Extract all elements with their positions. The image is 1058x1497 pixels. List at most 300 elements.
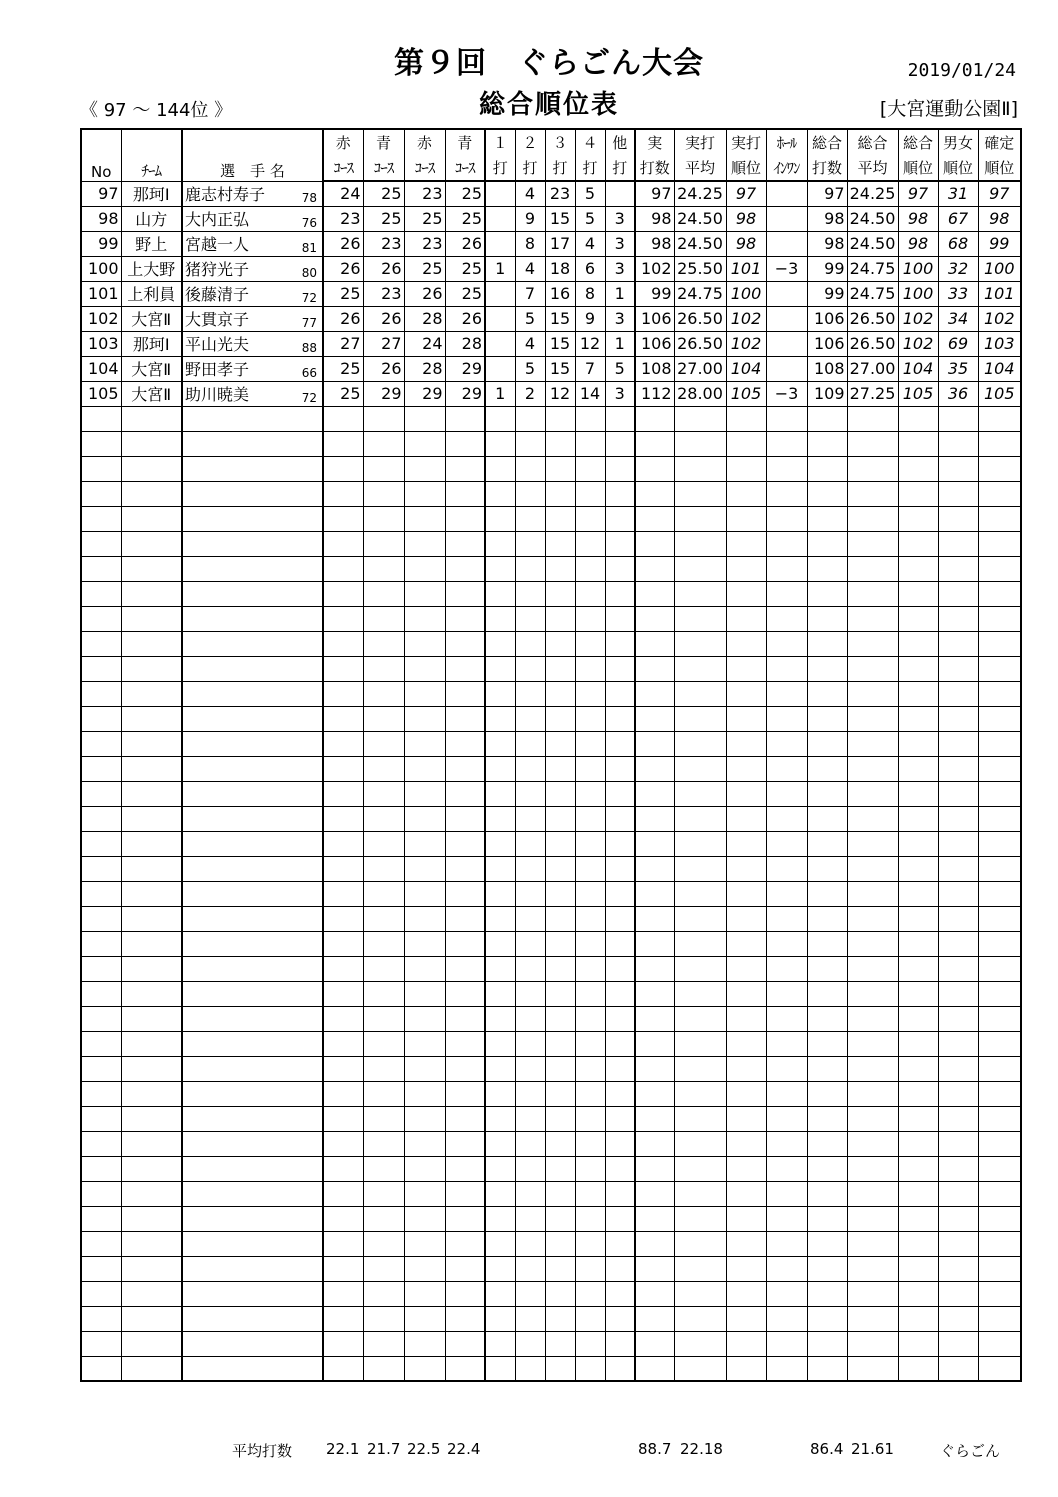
cell-stroke-3 — [545, 606, 575, 631]
cell-total-avg — [847, 681, 898, 706]
cell-stroke-2 — [515, 456, 545, 481]
cell-actual-rank — [726, 931, 766, 956]
cell-actual-rank — [726, 731, 766, 756]
footer-avg-total-avg: 21.61 — [851, 1440, 894, 1458]
cell-final-rank — [978, 981, 1021, 1006]
cell-stroke-2 — [515, 781, 545, 806]
cell-total-avg — [847, 1206, 898, 1231]
cell-course-1 — [323, 456, 363, 481]
cell-actual: 102 — [635, 256, 674, 281]
cell-gender-rank — [938, 1031, 978, 1056]
cell-total — [807, 1281, 847, 1306]
cell-team — [121, 1256, 182, 1281]
cell-stroke-3: 18 — [545, 256, 575, 281]
cell-final-rank: 101 — [978, 281, 1021, 306]
cell-no — [81, 881, 121, 906]
cell-actual-rank — [726, 1331, 766, 1356]
cell-no — [81, 1206, 121, 1231]
cell-course-3 — [404, 1306, 445, 1331]
cell-stroke-4 — [575, 1356, 605, 1381]
cell-team: 上利員 — [121, 281, 182, 306]
cell-total: 108 — [807, 356, 847, 381]
cell-actual — [635, 806, 674, 831]
cell-hole-in-one — [766, 1331, 807, 1356]
cell-course-2 — [363, 431, 404, 456]
cell-course-3 — [404, 681, 445, 706]
cell-course-4: 29 — [445, 356, 485, 381]
cell-course-3 — [404, 531, 445, 556]
cell-total-rank — [898, 531, 938, 556]
cell-final-rank: 100 — [978, 256, 1021, 281]
cell-actual-avg — [674, 1156, 726, 1181]
cell-team — [121, 806, 182, 831]
cell-total — [807, 681, 847, 706]
cell-stroke-1 — [485, 756, 515, 781]
cell-course-4 — [445, 531, 485, 556]
cell-actual — [635, 406, 674, 431]
cell-course-1: 25 — [323, 281, 363, 306]
cell-actual — [635, 1206, 674, 1231]
cell-course-1 — [323, 806, 363, 831]
cell-stroke-other — [605, 1231, 635, 1256]
cell-total-avg — [847, 1131, 898, 1156]
cell-stroke-3 — [545, 1256, 575, 1281]
cell-name — [182, 1156, 323, 1181]
cell-name — [182, 806, 323, 831]
table-row — [81, 606, 1021, 631]
cell-total — [807, 1181, 847, 1206]
cell-gender-rank — [938, 756, 978, 781]
cell-hole-in-one — [766, 656, 807, 681]
cell-name — [182, 656, 323, 681]
cell-stroke-1 — [485, 681, 515, 706]
cell-stroke-4 — [575, 1031, 605, 1056]
cell-actual-rank — [726, 981, 766, 1006]
cell-course-3 — [404, 1356, 445, 1381]
cell-stroke-4 — [575, 906, 605, 931]
cell-actual-avg: 24.25 — [674, 181, 726, 206]
table-row — [81, 631, 1021, 656]
cell-stroke-4 — [575, 531, 605, 556]
cell-stroke-2 — [515, 1306, 545, 1331]
cell-actual-rank — [726, 1256, 766, 1281]
header-stroke-4: ４ — [575, 129, 605, 155]
cell-course-3 — [404, 656, 445, 681]
cell-actual — [635, 1106, 674, 1131]
cell-total — [807, 456, 847, 481]
cell-course-4 — [445, 1281, 485, 1306]
cell-team — [121, 406, 182, 431]
cell-name — [182, 456, 323, 481]
cell-course-3 — [404, 906, 445, 931]
cell-total — [807, 731, 847, 756]
cell-stroke-3 — [545, 931, 575, 956]
cell-total-rank: 104 — [898, 356, 938, 381]
cell-gender-rank — [938, 456, 978, 481]
cell-gender-rank — [938, 1206, 978, 1231]
cell-actual — [635, 431, 674, 456]
cell-total-rank — [898, 431, 938, 456]
cell-total — [807, 856, 847, 881]
cell-stroke-3: 15 — [545, 356, 575, 381]
cell-total — [807, 1231, 847, 1256]
cell-course-4 — [445, 856, 485, 881]
cell-course-1 — [323, 1006, 363, 1031]
cell-stroke-2 — [515, 431, 545, 456]
cell-course-4 — [445, 631, 485, 656]
cell-stroke-1 — [485, 731, 515, 756]
cell-stroke-4 — [575, 856, 605, 881]
cell-stroke-4 — [575, 656, 605, 681]
cell-stroke-1 — [485, 331, 515, 356]
cell-stroke-3 — [545, 1006, 575, 1031]
cell-actual — [635, 1356, 674, 1381]
cell-course-1 — [323, 406, 363, 431]
header-gender-rank: 男女 — [938, 129, 978, 155]
cell-course-1 — [323, 1081, 363, 1106]
cell-course-2 — [363, 1281, 404, 1306]
cell-total-rank — [898, 1206, 938, 1231]
cell-gender-rank — [938, 931, 978, 956]
cell-stroke-2: 5 — [515, 356, 545, 381]
table-row — [81, 1231, 1021, 1256]
cell-total-rank — [898, 1006, 938, 1031]
cell-no: 99 — [81, 231, 121, 256]
cell-stroke-4 — [575, 1231, 605, 1256]
player-age: 76 — [301, 215, 317, 230]
cell-actual-rank — [726, 556, 766, 581]
cell-stroke-1 — [485, 831, 515, 856]
cell-name — [182, 356, 323, 381]
cell-course-1 — [323, 1206, 363, 1231]
cell-actual — [635, 1231, 674, 1256]
cell-actual-avg — [674, 906, 726, 931]
cell-actual-avg — [674, 856, 726, 881]
cell-stroke-1 — [485, 581, 515, 606]
cell-gender-rank — [938, 606, 978, 631]
cell-actual-rank — [726, 1031, 766, 1056]
cell-no: 104 — [81, 356, 121, 381]
cell-course-1 — [323, 681, 363, 706]
cell-course-1: 25 — [323, 381, 363, 406]
cell-actual — [635, 556, 674, 581]
cell-no — [81, 981, 121, 1006]
cell-course-1: 23 — [323, 206, 363, 231]
player-name: 助川暁美 — [185, 385, 250, 404]
cell-stroke-2 — [515, 1081, 545, 1106]
cell-course-1 — [323, 1231, 363, 1256]
cell-final-rank — [978, 731, 1021, 756]
cell-total-rank — [898, 731, 938, 756]
table-row — [81, 581, 1021, 606]
cell-total-avg — [847, 1331, 898, 1356]
cell-course-1 — [323, 956, 363, 981]
table-row — [81, 556, 1021, 581]
cell-stroke-other — [605, 1106, 635, 1131]
venue-label: [大宮運動公園Ⅱ] — [879, 98, 1018, 120]
cell-name — [182, 1206, 323, 1231]
cell-actual-avg — [674, 1106, 726, 1131]
cell-stroke-other — [605, 481, 635, 506]
cell-total — [807, 756, 847, 781]
rank-range: 《 97 ～ 144位 》 — [80, 100, 233, 121]
cell-stroke-4 — [575, 606, 605, 631]
cell-final-rank — [978, 881, 1021, 906]
cell-total — [807, 606, 847, 631]
cell-stroke-1 — [485, 1281, 515, 1306]
cell-no — [81, 481, 121, 506]
table-row — [81, 831, 1021, 856]
cell-hole-in-one — [766, 731, 807, 756]
header-final-rank-sub: 順位 — [978, 155, 1021, 181]
page-subtitle: 総合順位表 — [478, 90, 619, 120]
cell-no — [81, 1156, 121, 1181]
cell-gender-rank: 68 — [938, 231, 978, 256]
table-row — [81, 881, 1021, 906]
cell-no — [81, 581, 121, 606]
cell-total: 97 — [807, 181, 847, 206]
cell-gender-rank: 32 — [938, 256, 978, 281]
cell-hole-in-one — [766, 906, 807, 931]
cell-name — [182, 731, 323, 756]
cell-hole-in-one — [766, 581, 807, 606]
cell-team — [121, 1356, 182, 1381]
cell-course-1 — [323, 906, 363, 931]
player-name: 猪狩光子 — [185, 260, 250, 279]
footer-avg-actual: 88.7 — [638, 1440, 672, 1458]
cell-stroke-other — [605, 406, 635, 431]
cell-stroke-1 — [485, 281, 515, 306]
cell-stroke-other — [605, 1006, 635, 1031]
cell-name — [182, 581, 323, 606]
cell-course-2 — [363, 1356, 404, 1381]
cell-course-3 — [404, 1056, 445, 1081]
cell-team — [121, 731, 182, 756]
table-row — [81, 181, 1021, 206]
cell-stroke-4 — [575, 1181, 605, 1206]
cell-stroke-4 — [575, 706, 605, 731]
cell-stroke-other: 3 — [605, 256, 635, 281]
cell-final-rank — [978, 1056, 1021, 1081]
cell-hole-in-one — [766, 231, 807, 256]
cell-course-3 — [404, 1006, 445, 1031]
cell-team — [121, 456, 182, 481]
table-row — [81, 931, 1021, 956]
cell-stroke-1 — [485, 1331, 515, 1356]
cell-stroke-1 — [485, 231, 515, 256]
footer-label: 平均打数 — [232, 1442, 293, 1460]
cell-total-rank — [898, 506, 938, 531]
cell-stroke-3 — [545, 1331, 575, 1356]
cell-total-rank — [898, 1056, 938, 1081]
cell-course-2 — [363, 731, 404, 756]
table-body — [81, 181, 1021, 1381]
table-row — [81, 706, 1021, 731]
cell-course-2 — [363, 481, 404, 506]
cell-actual-rank — [726, 1106, 766, 1131]
cell-no — [81, 1231, 121, 1256]
header-course-4-sub: ｺｰｽ — [445, 155, 485, 181]
cell-stroke-3 — [545, 1281, 575, 1306]
cell-total-rank — [898, 406, 938, 431]
cell-stroke-1 — [485, 406, 515, 431]
cell-course-1 — [323, 1356, 363, 1381]
cell-team — [121, 1231, 182, 1256]
cell-stroke-3 — [545, 656, 575, 681]
cell-actual: 106 — [635, 306, 674, 331]
cell-actual — [635, 1131, 674, 1156]
footer-avg-course-2: 21.7 — [367, 1440, 401, 1458]
cell-total: 99 — [807, 281, 847, 306]
cell-stroke-2 — [515, 481, 545, 506]
cell-name — [182, 1356, 323, 1381]
cell-total — [807, 1306, 847, 1331]
cell-stroke-2 — [515, 1056, 545, 1081]
cell-no — [81, 831, 121, 856]
table-row — [81, 756, 1021, 781]
cell-course-2 — [363, 1031, 404, 1056]
cell-total-avg — [847, 481, 898, 506]
cell-no — [81, 631, 121, 656]
cell-stroke-1 — [485, 431, 515, 456]
cell-total-rank — [898, 1256, 938, 1281]
cell-stroke-other: 3 — [605, 306, 635, 331]
cell-hole-in-one — [766, 856, 807, 881]
cell-final-rank — [978, 431, 1021, 456]
cell-total-rank — [898, 831, 938, 856]
cell-stroke-3 — [545, 681, 575, 706]
table-row — [81, 1181, 1021, 1206]
table-row — [81, 506, 1021, 531]
header-stroke-1: １ — [485, 129, 515, 155]
cell-no — [81, 1256, 121, 1281]
cell-actual-avg — [674, 456, 726, 481]
cell-name — [182, 1006, 323, 1031]
cell-actual-rank — [726, 656, 766, 681]
cell-no — [81, 956, 121, 981]
cell-total-avg — [847, 831, 898, 856]
cell-actual — [635, 1181, 674, 1206]
cell-name — [182, 531, 323, 556]
cell-actual-avg — [674, 581, 726, 606]
cell-course-4: 29 — [445, 381, 485, 406]
cell-course-2 — [363, 1131, 404, 1156]
cell-name — [182, 1231, 323, 1256]
cell-course-1 — [323, 881, 363, 906]
cell-hole-in-one — [766, 1231, 807, 1256]
cell-name — [182, 831, 323, 856]
cell-course-4 — [445, 656, 485, 681]
footer-avg-course-3: 22.5 — [407, 1440, 441, 1458]
cell-stroke-4 — [575, 1281, 605, 1306]
cell-total — [807, 506, 847, 531]
cell-course-4: 26 — [445, 306, 485, 331]
cell-stroke-3 — [545, 1081, 575, 1106]
cell-name — [182, 1081, 323, 1106]
cell-hole-in-one — [766, 531, 807, 556]
cell-total-rank — [898, 631, 938, 656]
cell-total — [807, 956, 847, 981]
cell-actual: 99 — [635, 281, 674, 306]
cell-stroke-4 — [575, 1331, 605, 1356]
cell-actual-avg: 24.75 — [674, 281, 726, 306]
cell-gender-rank — [938, 1156, 978, 1181]
cell-total-avg — [847, 531, 898, 556]
cell-actual-rank: 104 — [726, 356, 766, 381]
cell-total-avg — [847, 1031, 898, 1056]
cell-course-4: 25 — [445, 256, 485, 281]
cell-total-avg — [847, 1081, 898, 1106]
cell-course-1: 24 — [323, 181, 363, 206]
cell-stroke-other — [605, 1281, 635, 1306]
cell-stroke-3: 12 — [545, 381, 575, 406]
cell-stroke-3 — [545, 981, 575, 1006]
cell-course-3: 23 — [404, 231, 445, 256]
cell-total-rank: 102 — [898, 331, 938, 356]
cell-gender-rank — [938, 981, 978, 1006]
cell-stroke-4 — [575, 456, 605, 481]
cell-stroke-other: 5 — [605, 356, 635, 381]
table-row — [81, 1031, 1021, 1056]
cell-course-2 — [363, 406, 404, 431]
cell-course-3: 26 — [404, 281, 445, 306]
cell-stroke-2 — [515, 1156, 545, 1181]
cell-stroke-1 — [485, 206, 515, 231]
cell-course-3 — [404, 1106, 445, 1131]
cell-final-rank — [978, 756, 1021, 781]
cell-course-1: 26 — [323, 231, 363, 256]
cell-stroke-3 — [545, 1206, 575, 1231]
table-row — [81, 656, 1021, 681]
cell-stroke-1 — [485, 1131, 515, 1156]
cell-course-1 — [323, 581, 363, 606]
cell-stroke-1 — [485, 1306, 515, 1331]
cell-total: 99 — [807, 256, 847, 281]
cell-hole-in-one — [766, 456, 807, 481]
cell-stroke-4 — [575, 731, 605, 756]
cell-stroke-2: 5 — [515, 306, 545, 331]
header-total-rank: 総合 — [898, 129, 938, 155]
cell-name — [182, 1056, 323, 1081]
player-name: 後藤清子 — [185, 285, 250, 304]
cell-course-4 — [445, 956, 485, 981]
cell-stroke-2: 4 — [515, 331, 545, 356]
cell-gender-rank — [938, 1181, 978, 1206]
cell-course-3 — [404, 1181, 445, 1206]
cell-total-avg — [847, 1106, 898, 1131]
cell-actual-avg — [674, 1031, 726, 1056]
cell-total — [807, 1106, 847, 1131]
cell-final-rank — [978, 1331, 1021, 1356]
cell-course-4 — [445, 1331, 485, 1356]
cell-course-3 — [404, 781, 445, 806]
cell-course-4 — [445, 906, 485, 931]
player-age: 72 — [301, 290, 317, 305]
cell-course-4 — [445, 481, 485, 506]
cell-final-rank — [978, 481, 1021, 506]
cell-actual — [635, 606, 674, 631]
cell-total-rank — [898, 606, 938, 631]
cell-name — [182, 756, 323, 781]
header-total-sub: 打数 — [807, 155, 847, 181]
table-row — [81, 531, 1021, 556]
cell-hole-in-one — [766, 981, 807, 1006]
cell-hole-in-one — [766, 356, 807, 381]
cell-course-2 — [363, 1156, 404, 1181]
cell-stroke-2 — [515, 406, 545, 431]
cell-course-2 — [363, 456, 404, 481]
cell-stroke-3: 15 — [545, 331, 575, 356]
